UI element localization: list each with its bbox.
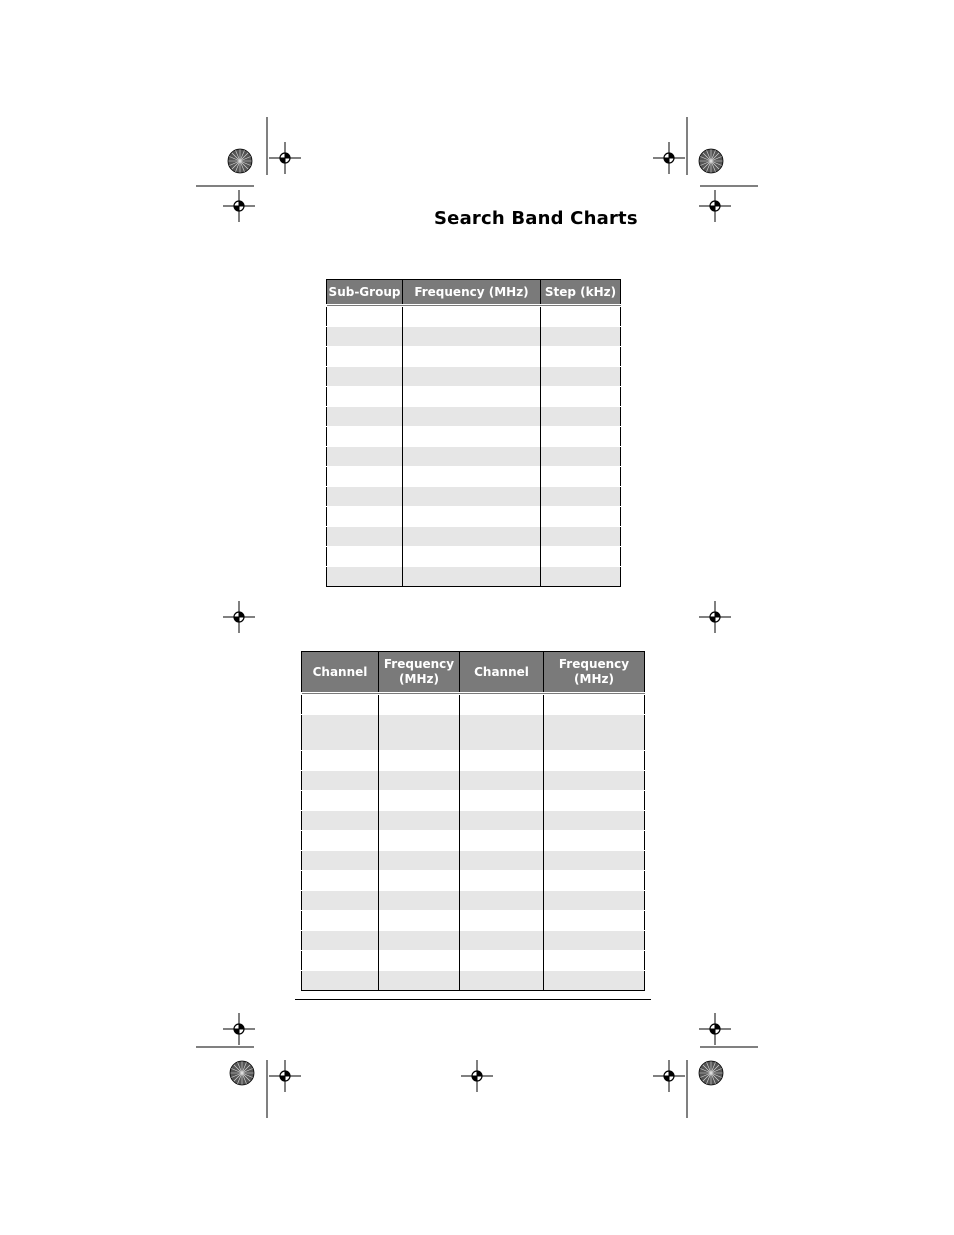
column-header-channel-2: Channel xyxy=(460,652,544,694)
page-title: Search Band Charts xyxy=(434,208,638,229)
crop-marks xyxy=(196,117,758,1118)
column-header-channel: Channel xyxy=(302,652,379,694)
column-header-sub-group: Sub-Group xyxy=(327,280,403,306)
column-header-frequency: Frequency (MHz) xyxy=(379,652,460,694)
column-header-frequency-2: Frequency (MHz) xyxy=(544,652,645,694)
column-header-frequency: Frequency (MHz) xyxy=(403,280,541,306)
column-header-step: Step (kHz) xyxy=(541,280,621,306)
